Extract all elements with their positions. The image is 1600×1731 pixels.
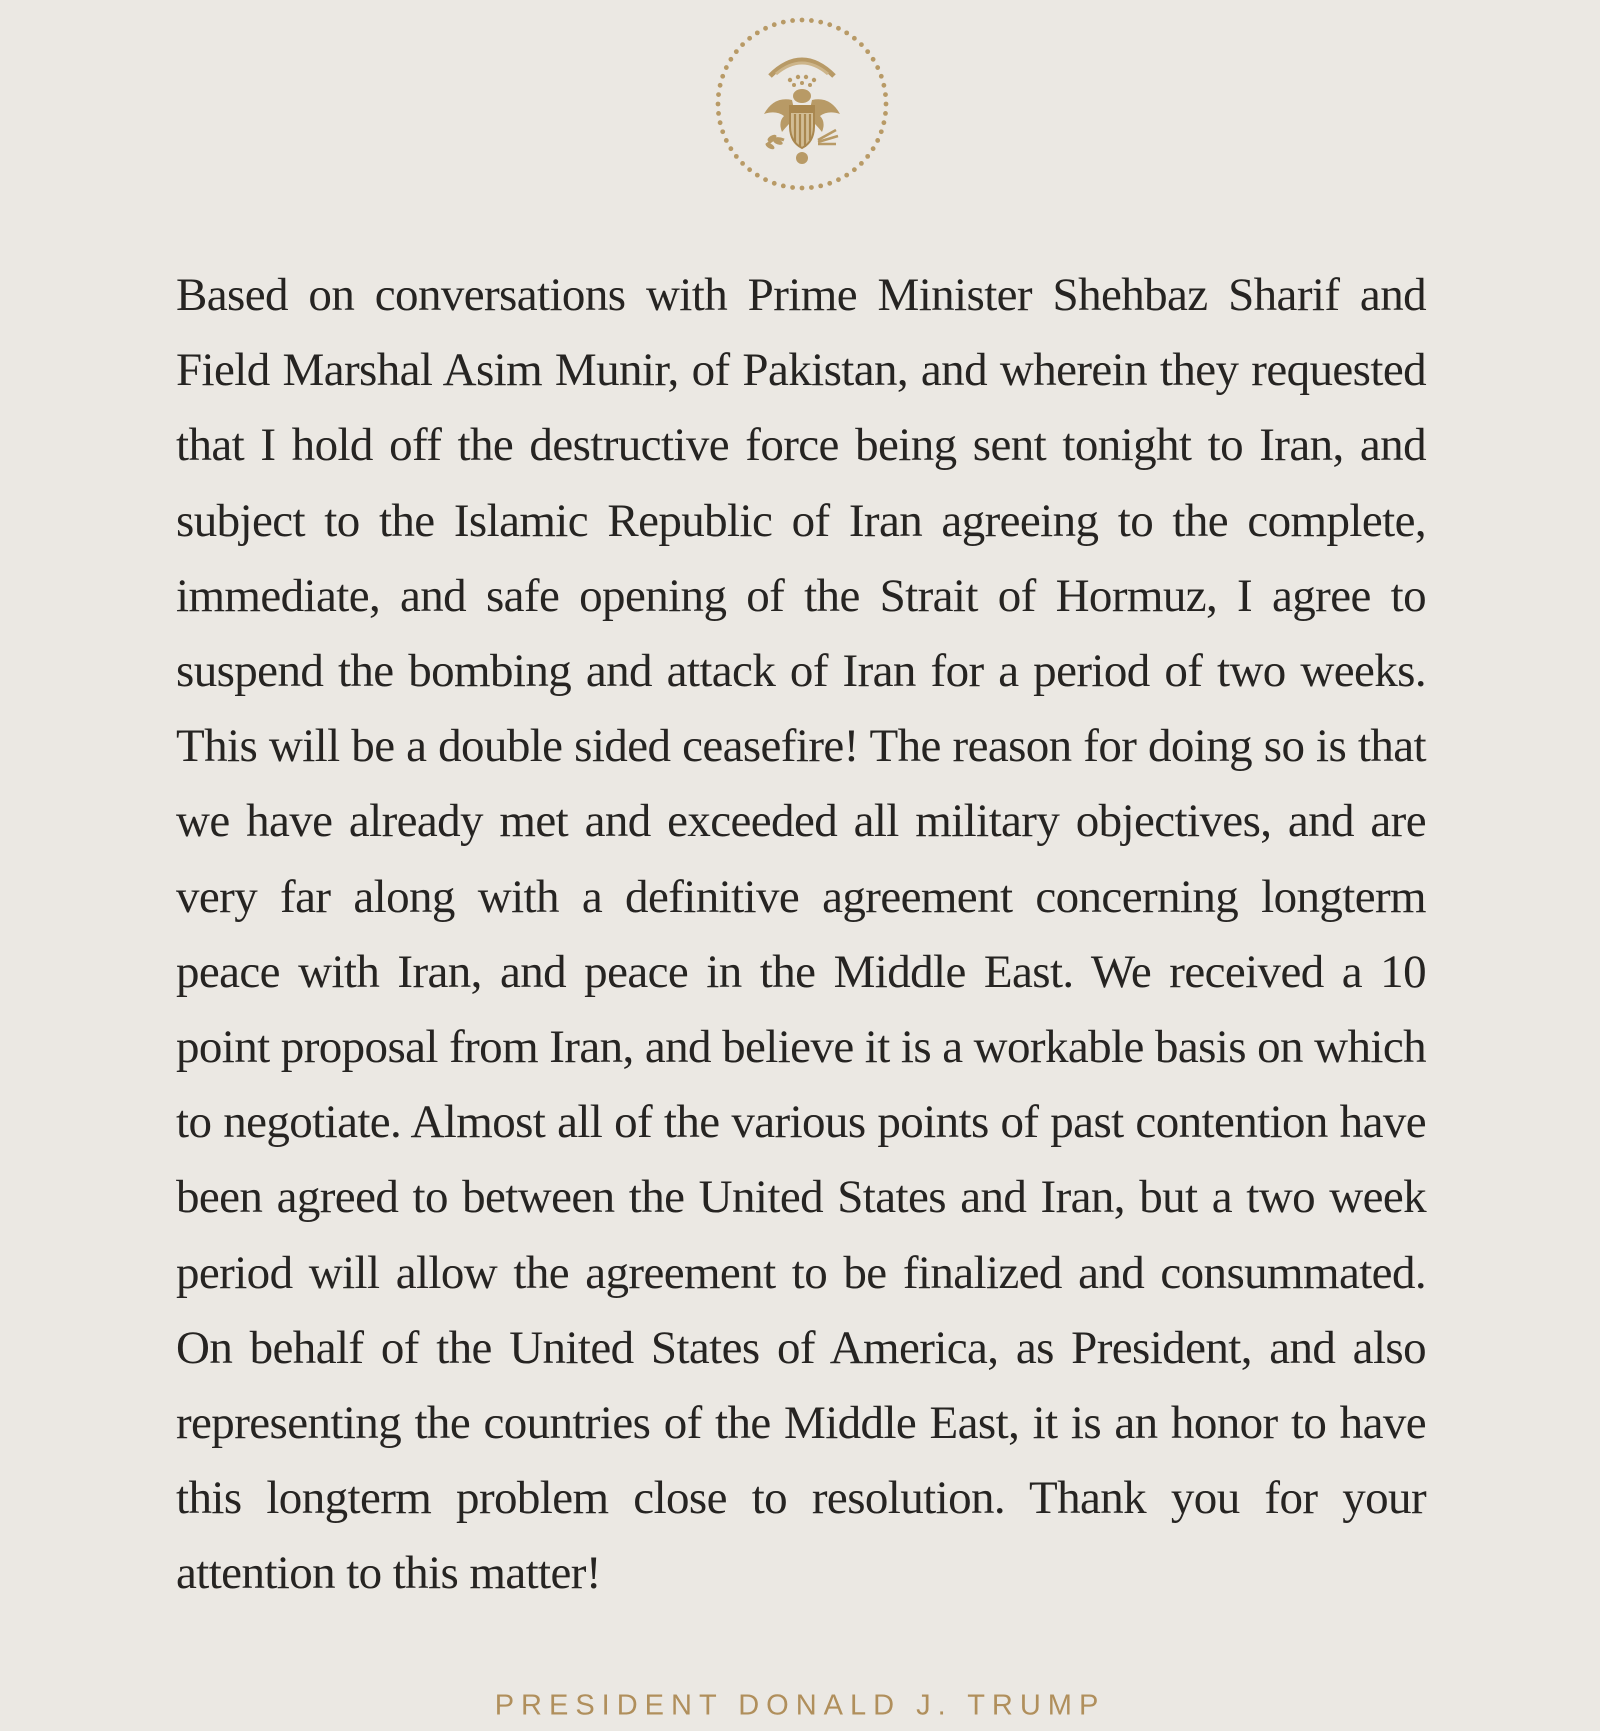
statement-body: Based on conversations with Prime Minister Shehbaz Sharif and Field Marshal Asim Munir, of Pakistan, and wherein they requested that I hold off the destructive force being sent tonight to Iran, and subject to the Islamic Republic of Iran agreeing to the complete, immediate, and safe opening of the Strait of Hormuz, I agree to suspend the bombing and attack of Iran for a period of two weeks. This will be a double sided ceasefire! The reason for doing so is that we have already met and exceeded all military objectives, and are very far along with a definitive agreement concerning longterm peace with Iran, and peace in the Middle East. We received a 10 point proposal from Iran, and believe it is a workable basis on which to negotiate. Almost all of the various points of past contention have been agreed to between the United States and Iran, but a two week period will allow the agreement to be finalized and consummated. On behalf of the United States of America, as President, and also representing the countries of the Middle East, it is an honor to have this longterm problem close to resolution. Thank you for your attention to this matter! bbox=[176, 269, 1426, 1600]
signature: PRESIDENT DONALD J. TRUMP bbox=[494, 1689, 1106, 1722]
presidential-seal-icon bbox=[712, 14, 892, 194]
